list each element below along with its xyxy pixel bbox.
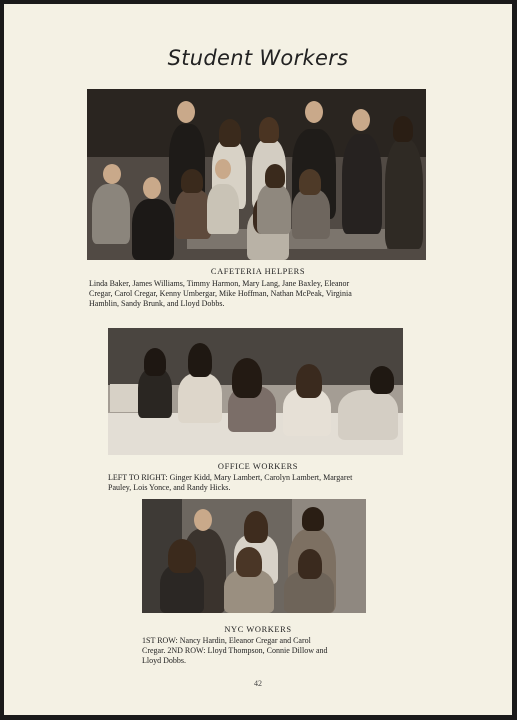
caption-line: Linda Baker, James Williams, Timmy Harmon, Mary Lang, Jane Baxley, Eleanor <box>89 279 350 288</box>
caption-nyc <box>142 636 402 666</box>
page-number: 42 <box>254 679 262 688</box>
caption-office <box>108 473 428 493</box>
caption-line: Cregar, Carol Cregar, Kenny Umbergar, Mike Hoffman, Nathan McPeak, Virginia <box>89 289 352 298</box>
caption-line: Pauley, Lois Yonce, and Randy Hicks. <box>108 483 231 492</box>
yearbook-page <box>4 4 512 715</box>
section-heading-nyc: NYC WORKERS <box>224 625 292 634</box>
nyc-workers-photo <box>142 499 366 613</box>
caption-cafeteria <box>89 279 429 309</box>
section-heading-office: OFFICE WORKERS <box>217 462 299 471</box>
caption-line: Lloyd Dobbs. <box>142 656 186 665</box>
cafeteria-helpers-photo <box>87 89 426 260</box>
caption-line: LEFT TO RIGHT: Ginger Kidd, Mary Lambert, Carolyn Lambert, Margaret <box>108 473 353 482</box>
section-heading-cafeteria: CAFETERIA HELPERS <box>210 267 306 276</box>
caption-line: 1ST ROW: Nancy Hardin, Eleanor Cregar and Carol <box>142 636 311 645</box>
office-workers-photo <box>108 328 403 455</box>
caption-line: Cregar. 2ND ROW: Lloyd Thompson, Connie Dillow and <box>142 646 328 655</box>
page-title: Student Workers <box>167 46 349 70</box>
caption-line: Hamblin, Sandy Brunk, and Lloyd Dobbs. <box>89 299 225 308</box>
